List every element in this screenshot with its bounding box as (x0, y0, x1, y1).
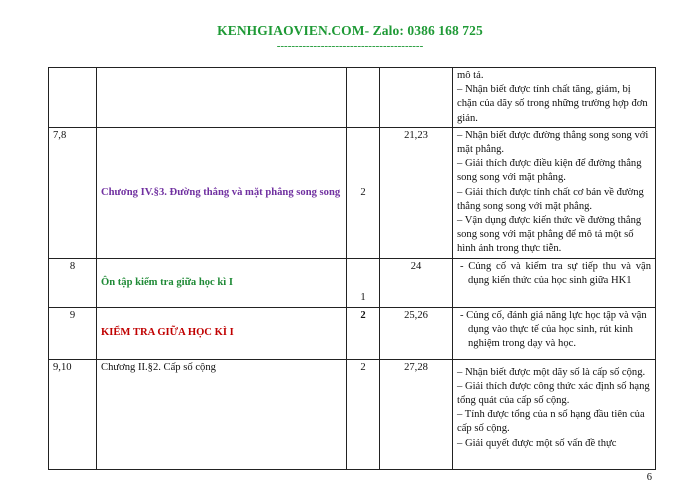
week-cell: 9,10 (49, 359, 97, 469)
lesson-cell: 21,23 (380, 127, 453, 258)
week-cell: 9 (49, 307, 97, 359)
objective-item: – Giải thích được tính chất cơ bản về đường thẳng song song với mặt phẳng. (457, 186, 644, 212)
objective-item: – Nhận biết được tính chất tăng, giảm, bị chặn của dãy số trong những trường hợp đơn giản. (457, 84, 648, 124)
periods-cell: 2 (347, 307, 380, 359)
objective-item: – Giải quyết được một số vấn đề thực (457, 437, 617, 449)
topic-cell: Chương IV.§3. Đường thẳng và mặt phẳng song song (97, 127, 347, 258)
objective-item: – Nhận biết được đường thẳng song song với mặt phẳng. (457, 129, 649, 156)
table-row (49, 307, 656, 359)
objective-item: - Củng cố và kiểm tra sự tiếp thu và vận dụng kiến thức của học sinh giữa HK1 (460, 260, 651, 286)
table-row (49, 258, 656, 307)
objective-item: – Giải thích được công thức xác định số hạng tổng quát của cấp số cộng. (457, 380, 650, 407)
objective-item: – Nhận biết được một dãy số là cấp số cộng. (457, 366, 646, 378)
page-number: 6 (646, 472, 652, 483)
lesson-cell: 25,26 (380, 307, 453, 359)
objectives-cell (453, 307, 656, 359)
table-row (49, 127, 656, 258)
week-cell: 8 (49, 258, 97, 307)
header-title: KENHGIAOVIEN.COM- Zalo: 0386 168 725 (217, 23, 483, 38)
header-underline: ---------------------------------------- (276, 40, 424, 52)
page-header (0, 23, 700, 51)
lesson-cell (380, 68, 453, 128)
objectives-cell (453, 258, 656, 307)
objectives-cell (453, 127, 656, 258)
periods-cell: 1 (347, 258, 380, 307)
topic-cell: Ôn tập kiểm tra giữa học kì I (97, 258, 347, 307)
objective-item: mô tả. (457, 70, 484, 81)
topic-cell: KIỂM TRA GIỮA HỌC KÌ I (97, 307, 347, 359)
objective-item: – Giải thích được điều kiện để đường thẳng song song với mặt phẳng. (457, 158, 642, 184)
lesson-plan-table (48, 67, 656, 470)
table-row (49, 68, 656, 128)
lesson-cell: 24 (380, 258, 453, 307)
periods-cell (347, 68, 380, 128)
week-cell: 7,8 (49, 127, 97, 258)
objective-item: – Vận dụng được kiến thức về đường thẳng song song với mặt phẳng để mô tả một số hình ảnh trong thực tiễn. (457, 215, 642, 255)
week-cell (49, 68, 97, 128)
lesson-cell: 27,28 (380, 359, 453, 469)
topic-cell (97, 68, 347, 128)
objective-item: - Củng cố, đánh giá năng lực học tập và vận dụng vào thực tế của học sinh, rút kinh nghiệm trong dạy và học. (460, 309, 647, 350)
periods-cell: 2 (347, 359, 380, 469)
objectives-cell (453, 359, 656, 469)
topic-cell: Chương II.§2. Cấp số cộng (97, 359, 347, 469)
periods-cell: 2 (347, 127, 380, 258)
objective-item: – Tính được tổng của n số hạng đầu tiên của cấp số cộng. (457, 409, 645, 435)
objectives-cell (453, 68, 656, 128)
table-row (49, 359, 656, 469)
